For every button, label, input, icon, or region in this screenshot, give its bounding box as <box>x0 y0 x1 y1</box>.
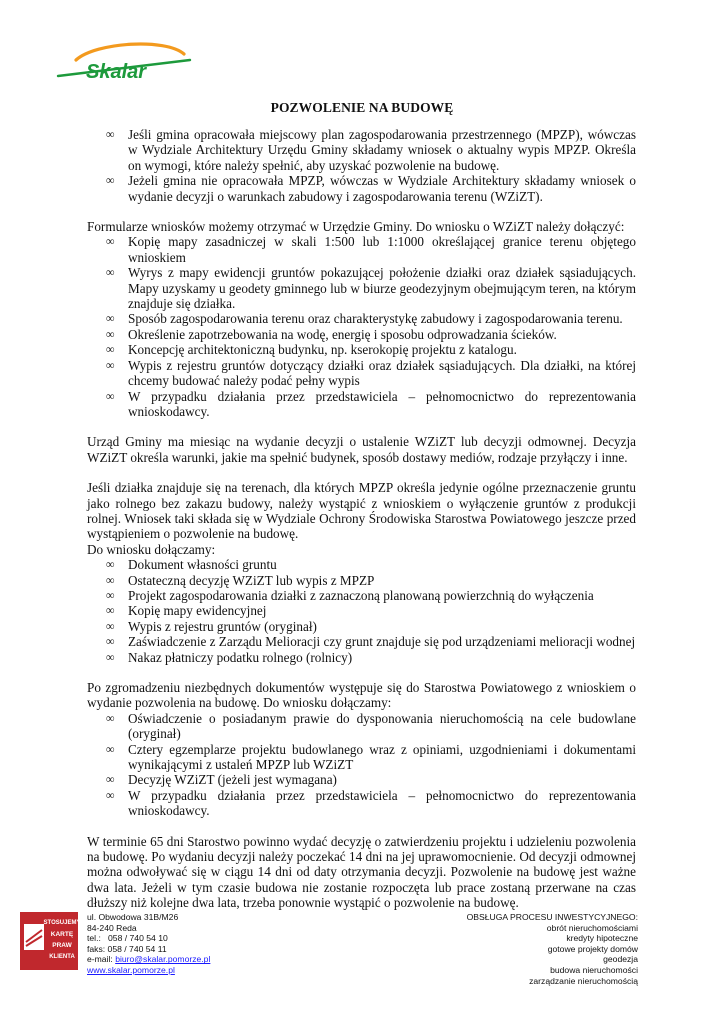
client-charter-badge-icon <box>20 912 78 970</box>
service-item: gotowe projekty domów <box>547 943 638 954</box>
phone: tel.: 058 / 740 54 10 <box>87 933 168 944</box>
client-rights-badge <box>20 912 78 970</box>
service-item: obrót nieruchomościami <box>546 922 638 933</box>
list-item: ∞ Decyzję WZiZT (jeżeli jest wymagana) <box>128 772 636 787</box>
paragraph: Jeśli działka znajduje się na terenach, dla których MPZP określa jedynie ogólne przeznaczenie gruntu jako rolnego bez zakazu budowy, należy wystąpić z wnioskiem o wyłączenie gruntów z produkcji rolnej. Wniosek taki składa się w Wydziale Ochrony Środowiska Starostwa Powiatowego jeszcze przed wystąpieniem o pozwolenie na budowę. <box>87 480 636 542</box>
badge-line: STOSUJEMY <box>43 920 78 926</box>
intro-list <box>87 127 636 204</box>
services-list <box>467 912 638 986</box>
list-item: ∞ Wypis z rejestru gruntów dotyczący działki oraz działek sąsiadujących. Dla działki, na której chcemy budować należy podać pełny wypis <box>128 358 636 389</box>
email-label: e-mail: <box>87 954 116 965</box>
paragraph: Po zgromadzeniu niezbędnych dokumentów występuje się do Starostwa Powiatowego z wnioskiem o wydanie pozwolenia na budowę. Do wniosku dołączamy: <box>87 680 636 711</box>
list-item: ∞ Określenie zapotrzebowania na wodę, energię i sposobu odprowadzania ścieków. <box>128 327 636 342</box>
email-line <box>87 954 210 965</box>
list-item: ∞ Koncepcję architektoniczną budynku, np. kserokopię projektu z katalogu. <box>128 342 636 357</box>
list-item: ∞ Nakaz płatniczy podatku rolnego (rolnicy) <box>128 650 636 665</box>
badge-line: KLIENTA <box>49 954 75 960</box>
company-logo <box>56 40 194 90</box>
list-item: ∞ Jeżeli gmina nie opracowała MPZP, wówczas w Wydziale Architektury składamy wniosek o wydanie decyzji o warunkach zabudowy i zagospodarowania terenu (WZiZT). <box>128 173 636 204</box>
page-title: POZWOLENIE NA BUDOWĘ <box>270 100 454 115</box>
attachments-list-permit <box>87 711 636 819</box>
skalar-logo-icon <box>56 40 194 90</box>
address-line: 84-240 Reda <box>87 922 137 933</box>
list-item: ∞ Oświadczenie o posiadanym prawie do dysponowania nieruchomością na cele budowlane (oryginał) <box>128 711 636 742</box>
list-item: ∞ Wyrys z mapy ewidencji gruntów pokazującej położenie działki oraz działek sąsiadujących. Mapy uzyskamy u geodety gminnego lub w biurze geodezyjnym obejmującym teren, na którym znajduje się działka. <box>128 265 636 311</box>
attachments-list-wzizt <box>87 234 636 419</box>
list-item: ∞ Sposób zagospodarowania terenu oraz charakterystykę zabudowy i zagospodarowania terenu. <box>128 311 636 326</box>
address-line: ul. Obwodowa 31B/M26 <box>87 912 179 922</box>
paragraph: Do wniosku dołączamy: <box>87 541 216 557</box>
list-item: ∞ Wypis z rejestru gruntów (oryginał) <box>128 619 636 634</box>
fax: faks: 058 / 740 54 11 <box>87 943 167 954</box>
paragraph: Urząd Gminy ma miesiąc na wydanie decyzji o ustalenie WZiZT lub decyzji odmownej. Decyzja WZiZT określa warunki, jakie ma spełnić budynek, sposób dostawy mediów, rodzaje przyłączy i inne. <box>87 434 636 465</box>
list-item: ∞ W przypadku działania przez przedstawiciela – pełnomocnictwo do reprezentowania wnioskodawcy. <box>128 389 636 420</box>
page-footer <box>0 908 724 988</box>
badge-line: PRAW <box>52 942 72 949</box>
list-item: ∞ W przypadku działania przez przedstawiciela – pełnomocnictwo do reprezentowania wnioskodawcy. <box>128 788 636 819</box>
logo-text: Skalar <box>86 61 147 83</box>
list-item: ∞ Kopię mapy zasadniczej w skali 1:500 lub 1:1000 określającej granice terenu objętego wnioskiem <box>128 234 636 265</box>
paragraph: Formularze wniosków możemy otrzymać w Urzędzie Gminy. Do wniosku o WZiZT należy dołączyć: <box>87 219 625 235</box>
list-item: ∞ Cztery egzemplarze projektu budowlanego wraz z opiniami, uzgodnieniami i dokumentami wynikającymi z ustaleń MPZP lub WZiZT <box>128 742 636 773</box>
list-item: ∞ Dokument własności gruntu <box>128 557 636 572</box>
list-item: ∞ Ostateczną decyzję WZiZT lub wypis z MPZP <box>128 573 636 588</box>
service-item: zarządzanie nieruchomością <box>529 975 638 986</box>
contact-info <box>87 912 210 976</box>
service-item: kredyty hipoteczne <box>566 933 638 944</box>
paragraph: W terminie 65 dni Starostwo powinno wydać decyzję o zatwierdzeniu projektu i udzieleniu pozwolenia na budowę. Po wydaniu decyzji należy poczekać 14 dni na jej uprawomocnienie. Od decyzji odmownej można odwoływać się w ciągu 14 dni od daty otrzymania decyzji. Pozwolenie na budowę jest ważne dwa lata. Jeżeli w tym czasie budowa nie zostanie rozpoczęta lub prace zostaną przerwane na czas dłuższy niż kolejne dwa lata, trzeba ponownie wystąpić o pozwolenie na budowę. <box>87 833 636 911</box>
email-link[interactable]: biuro@skalar.pomorze.pl <box>115 954 211 965</box>
document-body <box>87 127 636 911</box>
service-item: budowa nieruchomości <box>550 964 638 975</box>
list-item: ∞ Kopię mapy ewidencyjnej <box>128 603 636 618</box>
website-link[interactable]: www.skalar.pomorze.pl <box>87 964 175 975</box>
list-item: ∞ Projekt zagospodarowania działki z zaznaczoną planowaną powierzchnią do wyłączenia <box>128 588 636 603</box>
badge-line: KARTĘ <box>50 931 74 938</box>
list-item: ∞ Jeśli gmina opracowała miejscowy plan zagospodarowania przestrzennego (MPZP), wówczas w Wydziale Architektury Urzędu Gminy składamy wniosek o aktualny wypis MPZP. Określa on wymogi, które należy spełnić, aby uzyskać pozwolenie na budowę. <box>128 127 636 173</box>
service-item: geodezja <box>603 954 638 965</box>
list-item: ∞ Zaświadczenie z Zarządu Melioracji czy grunt znajduje się pod urządzeniami melioracji wodnej <box>128 634 636 649</box>
attachments-list-exclusion <box>87 557 636 665</box>
services-title: OBSŁUGA PROCESU INWESTYCYJNEGO: <box>466 912 638 922</box>
